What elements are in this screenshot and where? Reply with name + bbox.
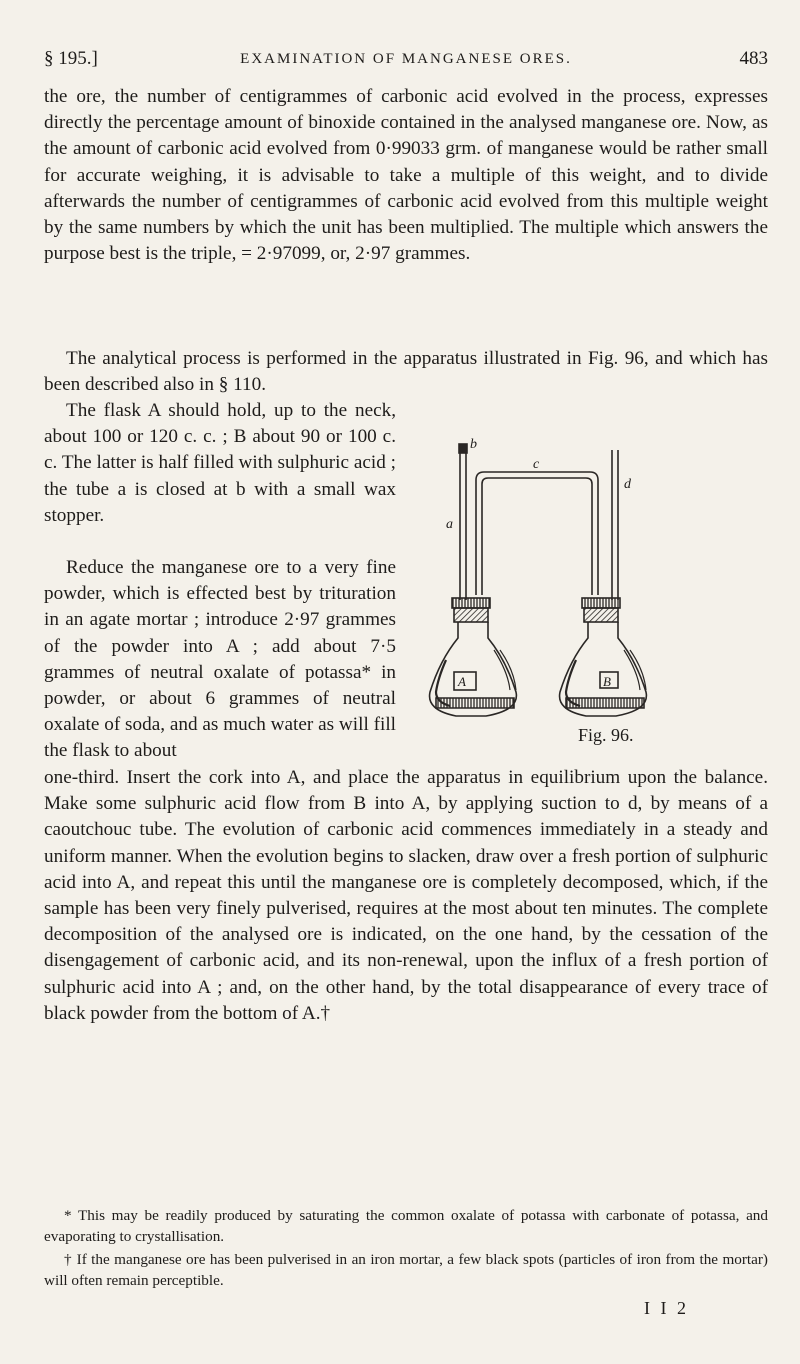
paragraph-1: the ore, the number of centigrammes of carbonic acid evolved in the process, expresses directly the percentage amount of binoxide contained in the analysed manganese ore. Now, as the amount of carbonic acid evolved from 0·99033 grm. of manganese would be rather small for accurate weighing, it is advisable to take a multiple of this weight, and to divide afterwards the number of centigrammes of carbonic acid evolved from this multiple weight by the same numbers by which the unit has been multiplied. The multiple which answers the purpose best is the triple, = 2·97099, or, 2·97 grammes. [44, 86, 768, 265]
running-title: EXAMINATION OF MANGANESE ORES. [240, 51, 572, 67]
page-number: 483 [739, 48, 768, 69]
label-flask-A: A [458, 674, 466, 689]
label-d: d [624, 477, 631, 492]
running-header [44, 48, 768, 74]
section-number: § 195.] [44, 48, 98, 69]
footnote-2: † If the manganese ore has been pulverised in an iron mortar, a few black spots (particles of iron from the mortar) will often remain perceptible. [44, 1251, 768, 1289]
figure-96-apparatus [416, 410, 656, 720]
figure-caption: Fig. 96. [578, 725, 634, 745]
signature-mark: I I 2 [644, 1298, 689, 1318]
label-b: b [470, 437, 477, 452]
paragraph-5: one-third. Insert the cork into A, and place the apparatus in equilibrium upon the balance. Make some sulphuric acid flow from B into A, by applying suction to d, by means of a caoutchouc tube. The evolution of carbonic acid commences immediately in a steady and uniform manner. When the evolution begins to slacken, draw over a fresh portion of sulphuric acid into A, and repeat this until the manganese ore is completely decomposed, which, if the sample has been very finely pulverised, requires at the most about ten minutes. The complete decomposition of the analysed ore is indicated, on the one hand, by the cessation of the disengagement of carbonic acid, and its non-renewal, upon the influx of a fresh portion of sulphuric acid into A ; and, on the other hand, by the total disappearance of every trace of black powder from the bottom of A.† [44, 767, 768, 1024]
label-a: a [446, 517, 453, 532]
paragraph-2: The analytical process is performed in the apparatus illustrated in Fig. 96, and which has been described also in § 110. [44, 348, 768, 396]
apparatus-illustration [416, 410, 656, 720]
label-c: c [533, 457, 540, 472]
paragraph-4: Reduce the manganese ore to a very fine powder, which is effected best by trituration in an agate mortar ; introduce 2·97 grammes of the powder into A ; add about 7·5 grammes of neutral oxalate of potassa* in powder, or about 6 grammes of neutral oxalate of soda, and as much water as will fill the flask to about [44, 557, 396, 762]
footnotes [44, 1206, 768, 1294]
footnote-1: * This may be readily produced by saturating the common oxalate of potassa with carbonate of potassa, and evaporating to crystallisation. [44, 1207, 768, 1245]
label-flask-B: B [603, 674, 611, 689]
paragraph-3: The flask A should hold, up to the neck, about 100 or 120 c. c. ; B about 90 or 100 c. c. The latter is half filled with sulphuric acid ; the tube a is closed at b with a small wax stopper. [44, 400, 396, 526]
